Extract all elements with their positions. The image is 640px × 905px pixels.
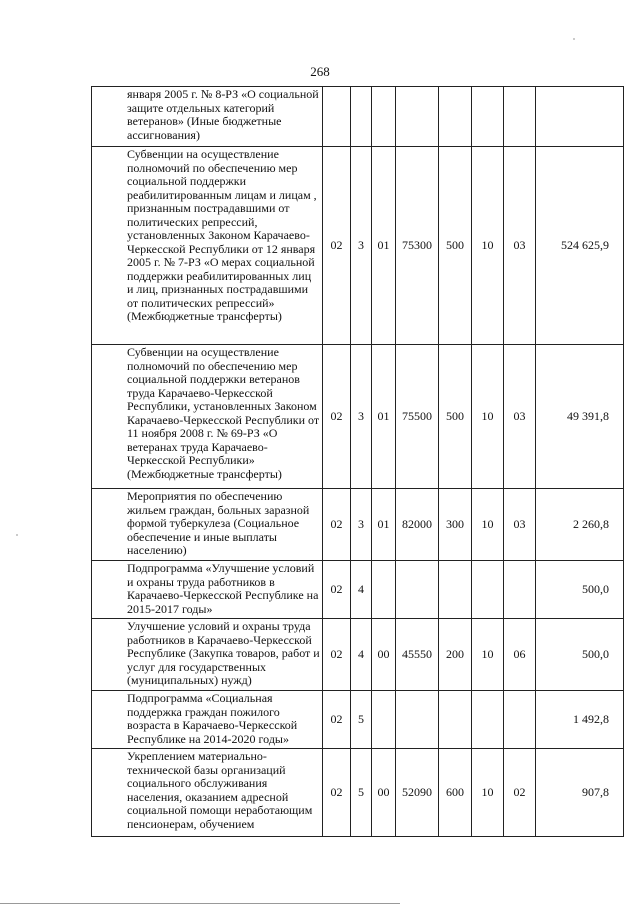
cell-code-b <box>351 87 372 147</box>
cell-code-c: 01 <box>372 345 396 489</box>
cell-code-f <box>472 691 504 749</box>
row-description: Мероприятия по обеспечению жильем граждан, больных заразной формой туберкулеза (Социальное обеспечение и иные выплаты населению) <box>92 489 323 561</box>
cell-code-e <box>439 561 472 619</box>
scan-speck <box>16 534 18 536</box>
cell-code-e: 500 <box>439 147 472 345</box>
table-row <box>92 489 624 561</box>
cell-code-d <box>396 561 439 619</box>
cell-code-g: 03 <box>504 147 536 345</box>
cell-code-c <box>372 561 396 619</box>
cell-code-a: 02 <box>323 489 351 561</box>
cell-code-e: 500 <box>439 345 472 489</box>
cell-code-g: 03 <box>504 345 536 489</box>
cell-amount: 2 260,8 <box>536 489 624 561</box>
cell-code-e: 300 <box>439 489 472 561</box>
cell-code-f: 10 <box>472 749 504 837</box>
cell-code-c: 01 <box>372 489 396 561</box>
table-row <box>92 691 624 749</box>
cell-amount: 907,8 <box>536 749 624 837</box>
row-description: Укреплением материально-технической базы организаций социального обслуживания населения, оказанием адресной социальной помощи неработающим пенсионерам, обучением <box>92 749 323 837</box>
scan-speck <box>573 38 575 40</box>
page-number: 268 <box>310 64 330 79</box>
cell-code-a: 02 <box>323 749 351 837</box>
cell-code-c: 00 <box>372 619 396 691</box>
row-description: января 2005 г. № 8-РЗ «О социальной защите отдельных категорий ветеранов» (Иные бюджетные ассигнования) <box>92 87 323 147</box>
cell-code-c: 00 <box>372 749 396 837</box>
cell-code-g: 06 <box>504 619 536 691</box>
cell-code-b: 4 <box>351 619 372 691</box>
cell-code-f: 10 <box>472 619 504 691</box>
cell-code-e <box>439 691 472 749</box>
cell-code-d <box>396 87 439 147</box>
cell-code-c <box>372 691 396 749</box>
cell-code-b: 5 <box>351 691 372 749</box>
row-description: Улучшение условий и охраны труда работников в Карачаево-Черкесской Республике (Закупка товаров, работ и услуг для государственных (муниципальных) нужд) <box>92 619 323 691</box>
cell-code-g: 02 <box>504 749 536 837</box>
cell-code-b: 3 <box>351 345 372 489</box>
cell-code-a: 02 <box>323 619 351 691</box>
cell-code-b: 3 <box>351 489 372 561</box>
cell-code-d: 52090 <box>396 749 439 837</box>
cell-code-d: 82000 <box>396 489 439 561</box>
cell-code-c <box>372 87 396 147</box>
row-description: Подпрограмма «Социальная поддержка граждан пожилого возраста в Карачаево-Черкесской Республике на 2014-2020 годы» <box>92 691 323 749</box>
cell-code-f: 10 <box>472 489 504 561</box>
cell-code-a: 02 <box>323 345 351 489</box>
cell-code-d: 45550 <box>396 619 439 691</box>
cell-amount: 500,0 <box>536 619 624 691</box>
cell-code-f: 10 <box>472 147 504 345</box>
cell-code-a: 02 <box>323 691 351 749</box>
cell-code-f <box>472 561 504 619</box>
cell-code-g: 03 <box>504 489 536 561</box>
cell-amount: 524 625,9 <box>536 147 624 345</box>
cell-amount: 500,0 <box>536 561 624 619</box>
cell-code-e: 200 <box>439 619 472 691</box>
cell-code-d <box>396 691 439 749</box>
cell-code-a <box>323 87 351 147</box>
cell-code-b: 5 <box>351 749 372 837</box>
table-row <box>92 345 624 489</box>
cell-code-d: 75500 <box>396 345 439 489</box>
table-row <box>92 147 624 345</box>
cell-code-a: 02 <box>323 561 351 619</box>
scan-edge-line <box>0 903 400 904</box>
cell-code-e: 600 <box>439 749 472 837</box>
cell-code-a: 02 <box>323 147 351 345</box>
budget-table <box>91 86 624 837</box>
table-row <box>92 87 624 147</box>
cell-code-g <box>504 691 536 749</box>
row-description: Субвенции на осуществление полномочий по обеспечению мер социальной поддержки ветеранов труда Карачаево-Черкесской Республики, установленных Законом Карачаево-Черкесской Республики от 11 ноября 2008 г. № 69-РЗ «О ветеранах труда Карачаево-Черкесской Республики» (Межбюджетные трансферты) <box>92 345 323 489</box>
table-row <box>92 561 624 619</box>
row-description: Подпрограмма «Улучшение условий и охраны труда работников в Карачаево-Черкесской Республике на 2015-2017 годы» <box>92 561 323 619</box>
cell-code-e <box>439 87 472 147</box>
cell-code-b: 4 <box>351 561 372 619</box>
cell-amount: 49 391,8 <box>536 345 624 489</box>
cell-code-f <box>472 87 504 147</box>
cell-amount <box>536 87 624 147</box>
row-description: Субвенции на осуществление полномочий по обеспечению мер социальной поддержки реабилитированным лицам и лицам , признанным пострадавшими от политических репрессий, установленных Законом Карачаево-Черкесской Республики от 12 января 2005 г. № 7-РЗ «О мерах социальной поддержки реабилитированных лиц и лиц, признанных пострадавшими от политических репрессий» (Межбюджетные трансферты) <box>92 147 323 345</box>
cell-code-b: 3 <box>351 147 372 345</box>
cell-code-f: 10 <box>472 345 504 489</box>
table-row <box>92 749 624 837</box>
cell-amount: 1 492,8 <box>536 691 624 749</box>
table-row <box>92 619 624 691</box>
cell-code-c: 01 <box>372 147 396 345</box>
cell-code-d: 75300 <box>396 147 439 345</box>
cell-code-g <box>504 561 536 619</box>
cell-code-g <box>504 87 536 147</box>
